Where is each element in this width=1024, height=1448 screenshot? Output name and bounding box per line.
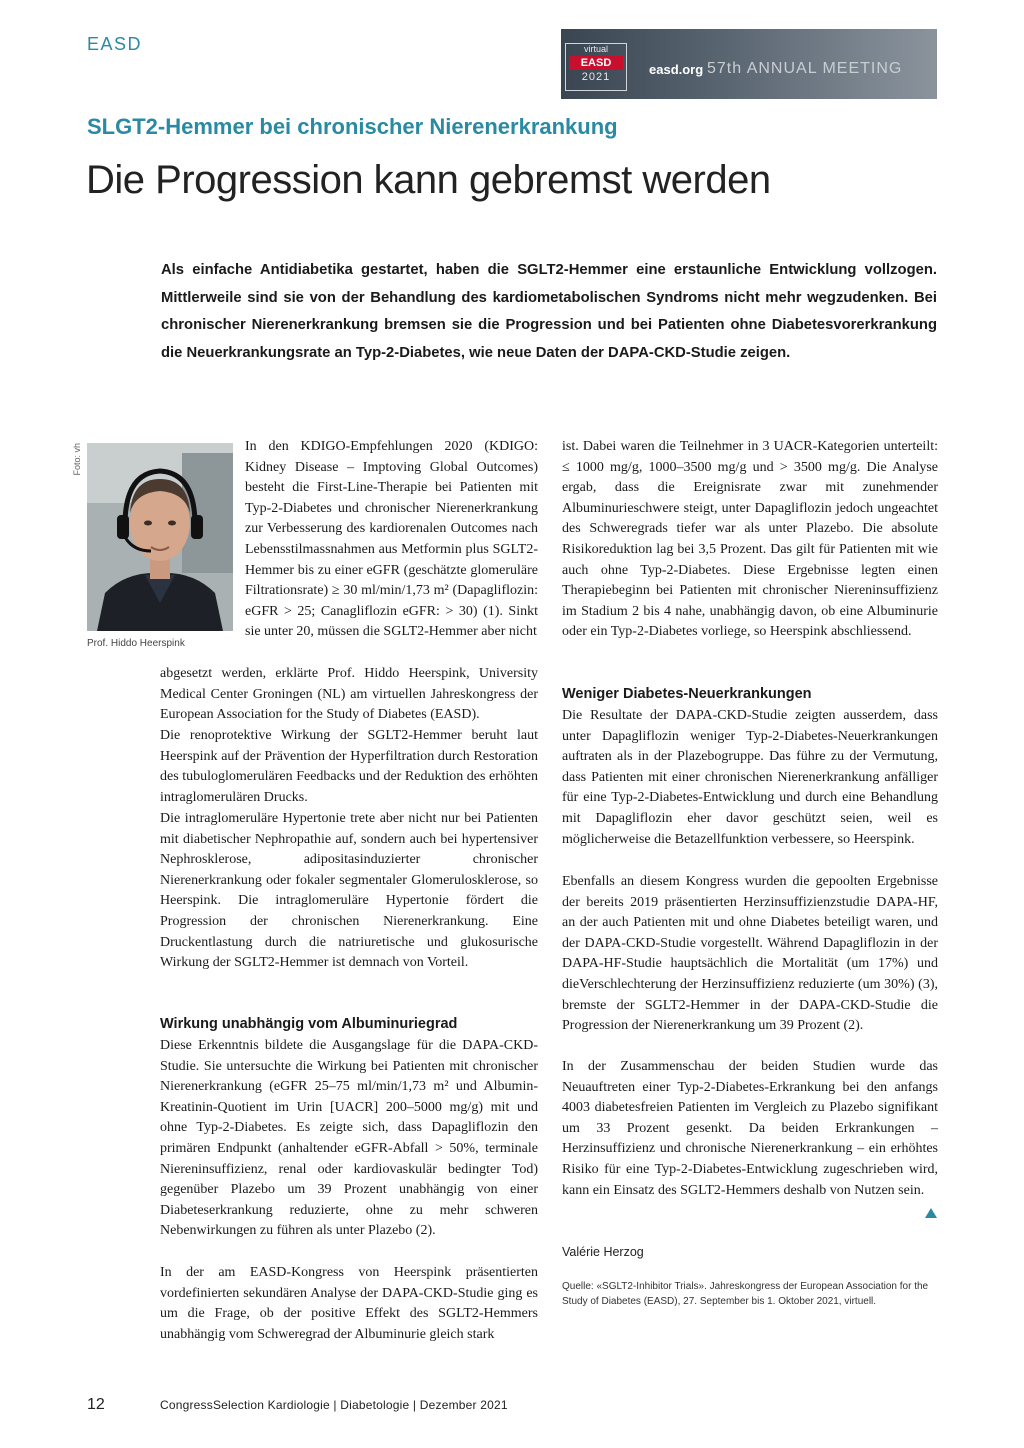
- body-paragraph-7: Die Resultate der DAPA-CKD-Studie zeigten ausserdem, dass unter Dapagliflozin weniger Typ-2-Diabetes-Neuerkrankungen auftraten als in der Plazebogruppe. Das führe zu der Vermutung, dass Patienten mit einer chronischen Nierenerkrankung anfälliger für eine Typ-2-Diabetes-Entwicklung und durch eine Behandlung mit Dapagliflozin eher davor geschützt seien, weil es möglicherweise die Betazellfunktion verbessere, so Heerspink.: [562, 708, 938, 847]
- body-paragraph-8: Ebenfalls an diesem Kongress wurden die gepoolten Ergebnisse der bereits 2019 präsentierten Herzinsuffizienzstudie DAPA-HF, an der auch Patienten mit und ohne Diabetes beteiligt waren, und der DAPA-CKD-Studie vorgestellt. Während Dapagliflozin in der DAPA-HF-Studie hauptsächlich die Mortalität (um 17%) und dieVerschlechterung der Herzinsuffizienz reduzierte (um 30%) (3), bremste der SGLT2-Hemmer in der DAPA-CKD-Studie die Progression der Nierenerkrankung um 39 Prozent (2).: [562, 874, 938, 1034]
- photo-credit: Foto: vh: [72, 443, 82, 476]
- body-paragraph-3: Die intraglomeruläre Hypertonie trete aber nicht nur bei Patienten mit diabetischer Nephropathie auf, sondern auch bei hypertensiver Nephrosklerose, adipositasinduzierter chronischer Nierenerkrankung oder fokaler segmentaler Glomerulosklerose, so Heerspink. Die intraglomeruläre Hypertonie fördert die Progression der chronischen Nierenerkrankung. Eine Druckentlastung durch die natriuretische und glukosurische Wirkung der SGLT2-Hemmer ist demnach von Vorteil.: [160, 811, 538, 971]
- body-paragraph-5: In der am EASD-Kongress von Heerspink präsentierten vordefinierten sekundären Analyse der DAPA-CKD-Studie ging es um die Frage, ob der positive Effekt des SGLT2-Hemmers unabhängig vom Schweregrad der Albuminurie gleich stark: [160, 1265, 538, 1342]
- body-paragraph-4: Diese Erkenntnis bildete die Ausgangslage für die DAPA-CKD-Studie. Sie untersuchte die Wirkung bei Patienten mit chronischer Nierenerkrankung (eGFR 25–75 ml/min/1,73 m² und Albumin-Kreatinin-Quotient im Urin [UACR] 200–5000 mg/g) mit und ohne Typ-2-Diabetes. Es zeigte sich, dass Dapagliflozin den primären Endpunkt (anhaltender eGFR-Abfall > 50%, terminale Niereninsuffizienz, renal oder kardiovaskulär bedingter Tod) gegenüber Plazebo um 39 Prozent unabhängig von einer Diabeteserkrankung reduzierte, ohne zu mehr schweren Nebenwirkungen zu führen als unter Plazebo (2).: [160, 1038, 538, 1239]
- body-paragraph-2: Die renoprotektive Wirkung der SGLT2-Hemmer beruht laut Heerspink auf der Prävention der Hyperfiltration durch Restoration des tubuloglomerulären Feedbacks und der Reduktion des erhöhten intraglomerulären Drucks.: [160, 728, 538, 805]
- photo-caption: Prof. Hiddo Heerspink: [87, 638, 185, 649]
- easd-logo: [565, 43, 627, 91]
- body-paragraph-1-cont: abgesetzt werden, erklärte Prof. Hiddo Heerspink, University Medical Center Groningen (NL) am virtuellen Jahreskongress der European Association for the Study of Diabetes (EASD).: [160, 666, 538, 723]
- speaker-portrait: [87, 443, 233, 631]
- footer-publication: CongressSelection Kardiologie | Diabetologie | Dezember 2021: [160, 1398, 508, 1412]
- subheading-albuminuria: Wirkung unabhängig vom Albuminuriegrad: [160, 1016, 458, 1032]
- body-paragraph-9: In der Zusammenschau der beiden Studien wurde das Neuauftreten einer Typ-2-Diabetes-Erkrankung bei den anfangs 4003 diabetesfreien Patienten im Vergleich zu Plazebo signifikant um 33 Prozent gesenkt. Da beiden Erkrankungen – Herzinsuffizienz und chronische Nierenerkrankung – ein erhöhtes Risiko für eine Typ-2-Diabetes-Entwicklung zugeschrieben wird, kann ein Einsatz des SGLT2-Hemmers deshalb von Nutzen sein.: [562, 1059, 938, 1198]
- logo-year: 2021: [581, 71, 611, 83]
- banner-meeting: 57th ANNUAL MEETING: [707, 60, 903, 77]
- author: Valérie Herzog: [562, 1245, 644, 1259]
- article-end-triangle-icon: [925, 1208, 937, 1218]
- article-lead: Als einfache Antidiabetika gestartet, haben die SGLT2-Hemmer eine erstaunliche Entwicklung vollzogen. Mittlerweile sind sie von der Behandlung des kardiometabolischen Syndroms nicht mehr wegzudenken. Bei chronischer Nierenerkrankung bremsen sie die Progression und bei Patienten ohne Diabetesvorerkrankung die Neuerkrankungsrate an Typ-2-Diabetes, wie neue Daten der DAPA-CKD-Studie zeigen.: [161, 262, 937, 361]
- article-kicker: SLGT2-Hemmer bei chronischer Nierenerkrankung: [87, 114, 618, 139]
- logo-virtual: virtual: [583, 44, 608, 54]
- section-label: EASD: [87, 34, 143, 54]
- logo-easd: EASD: [569, 56, 623, 70]
- body-paragraph-1-wrap: In den KDIGO-Empfehlungen 2020 (KDIGO: Kidney Disease – Imptoving Global Outcomes) besteht die First-Line-Therapie bei Patienten mit Typ-2-Diabetes und chronischer Nierenerkrankung zur Verbesserung des kardiorenalen Outcomes nach Lebensstilmassnahmen aus Metformin plus SGLT2-Hemmer bis zu einer eGFR (geschätzte glomeruläre Filtrationsrate) ≥ 30 ml/min/1,73 m² (Dapagliflozin: eGFR > 25; Canagliflozin eGFR: > 30) (1). Sinkt sie unter 20, müssen die SGLT2-Hemmer aber nicht: [245, 439, 538, 640]
- body-paragraph-6: ist. Dabei waren die Teilnehmer in 3 UACR-Kategorien unterteilt: ≤ 1000 mg/g, 1000–3500 mg/g und > 3500 mg/g. Die Analyse ergab, dass die Ereignisrate zwar mit zunehmender Albuminurieschwere steigt, unter Dapagliflozin jedoch ungeachtet des Schweregrads tiefer war als unter Plazebo. Die absolute Risikoreduktion lag bei 3,5 Prozent. Das gilt für Patienten mit wie auch ohne Typ-2-Diabetes. Diese Ergebnisse legten einen Therapiebeginn bei Patienten mit chronischer Niereninsuffizienz im Stadium 2 bis 4 nahe, unabhängig davon, ob eine Albuminurie oder ein Typ-2-Diabetes vorliege, so Heerspink abschliessend.: [562, 439, 938, 640]
- article-title: Die Progression kann gebremst werden: [86, 158, 771, 202]
- source-note: Quelle: «SGLT2-Inhibitor Trials». Jahreskongress der European Association for the Study of Diabetes (EASD), 27. September bis 1. Oktober 2021, virtuell.: [562, 1281, 929, 1307]
- page-number: 12: [87, 1396, 105, 1413]
- subheading-new-diabetes: Weniger Diabetes-Neuerkrankungen: [562, 686, 812, 702]
- congress-banner: [561, 29, 937, 99]
- banner-site: easd.org: [649, 62, 704, 77]
- portrait-image: [87, 443, 233, 631]
